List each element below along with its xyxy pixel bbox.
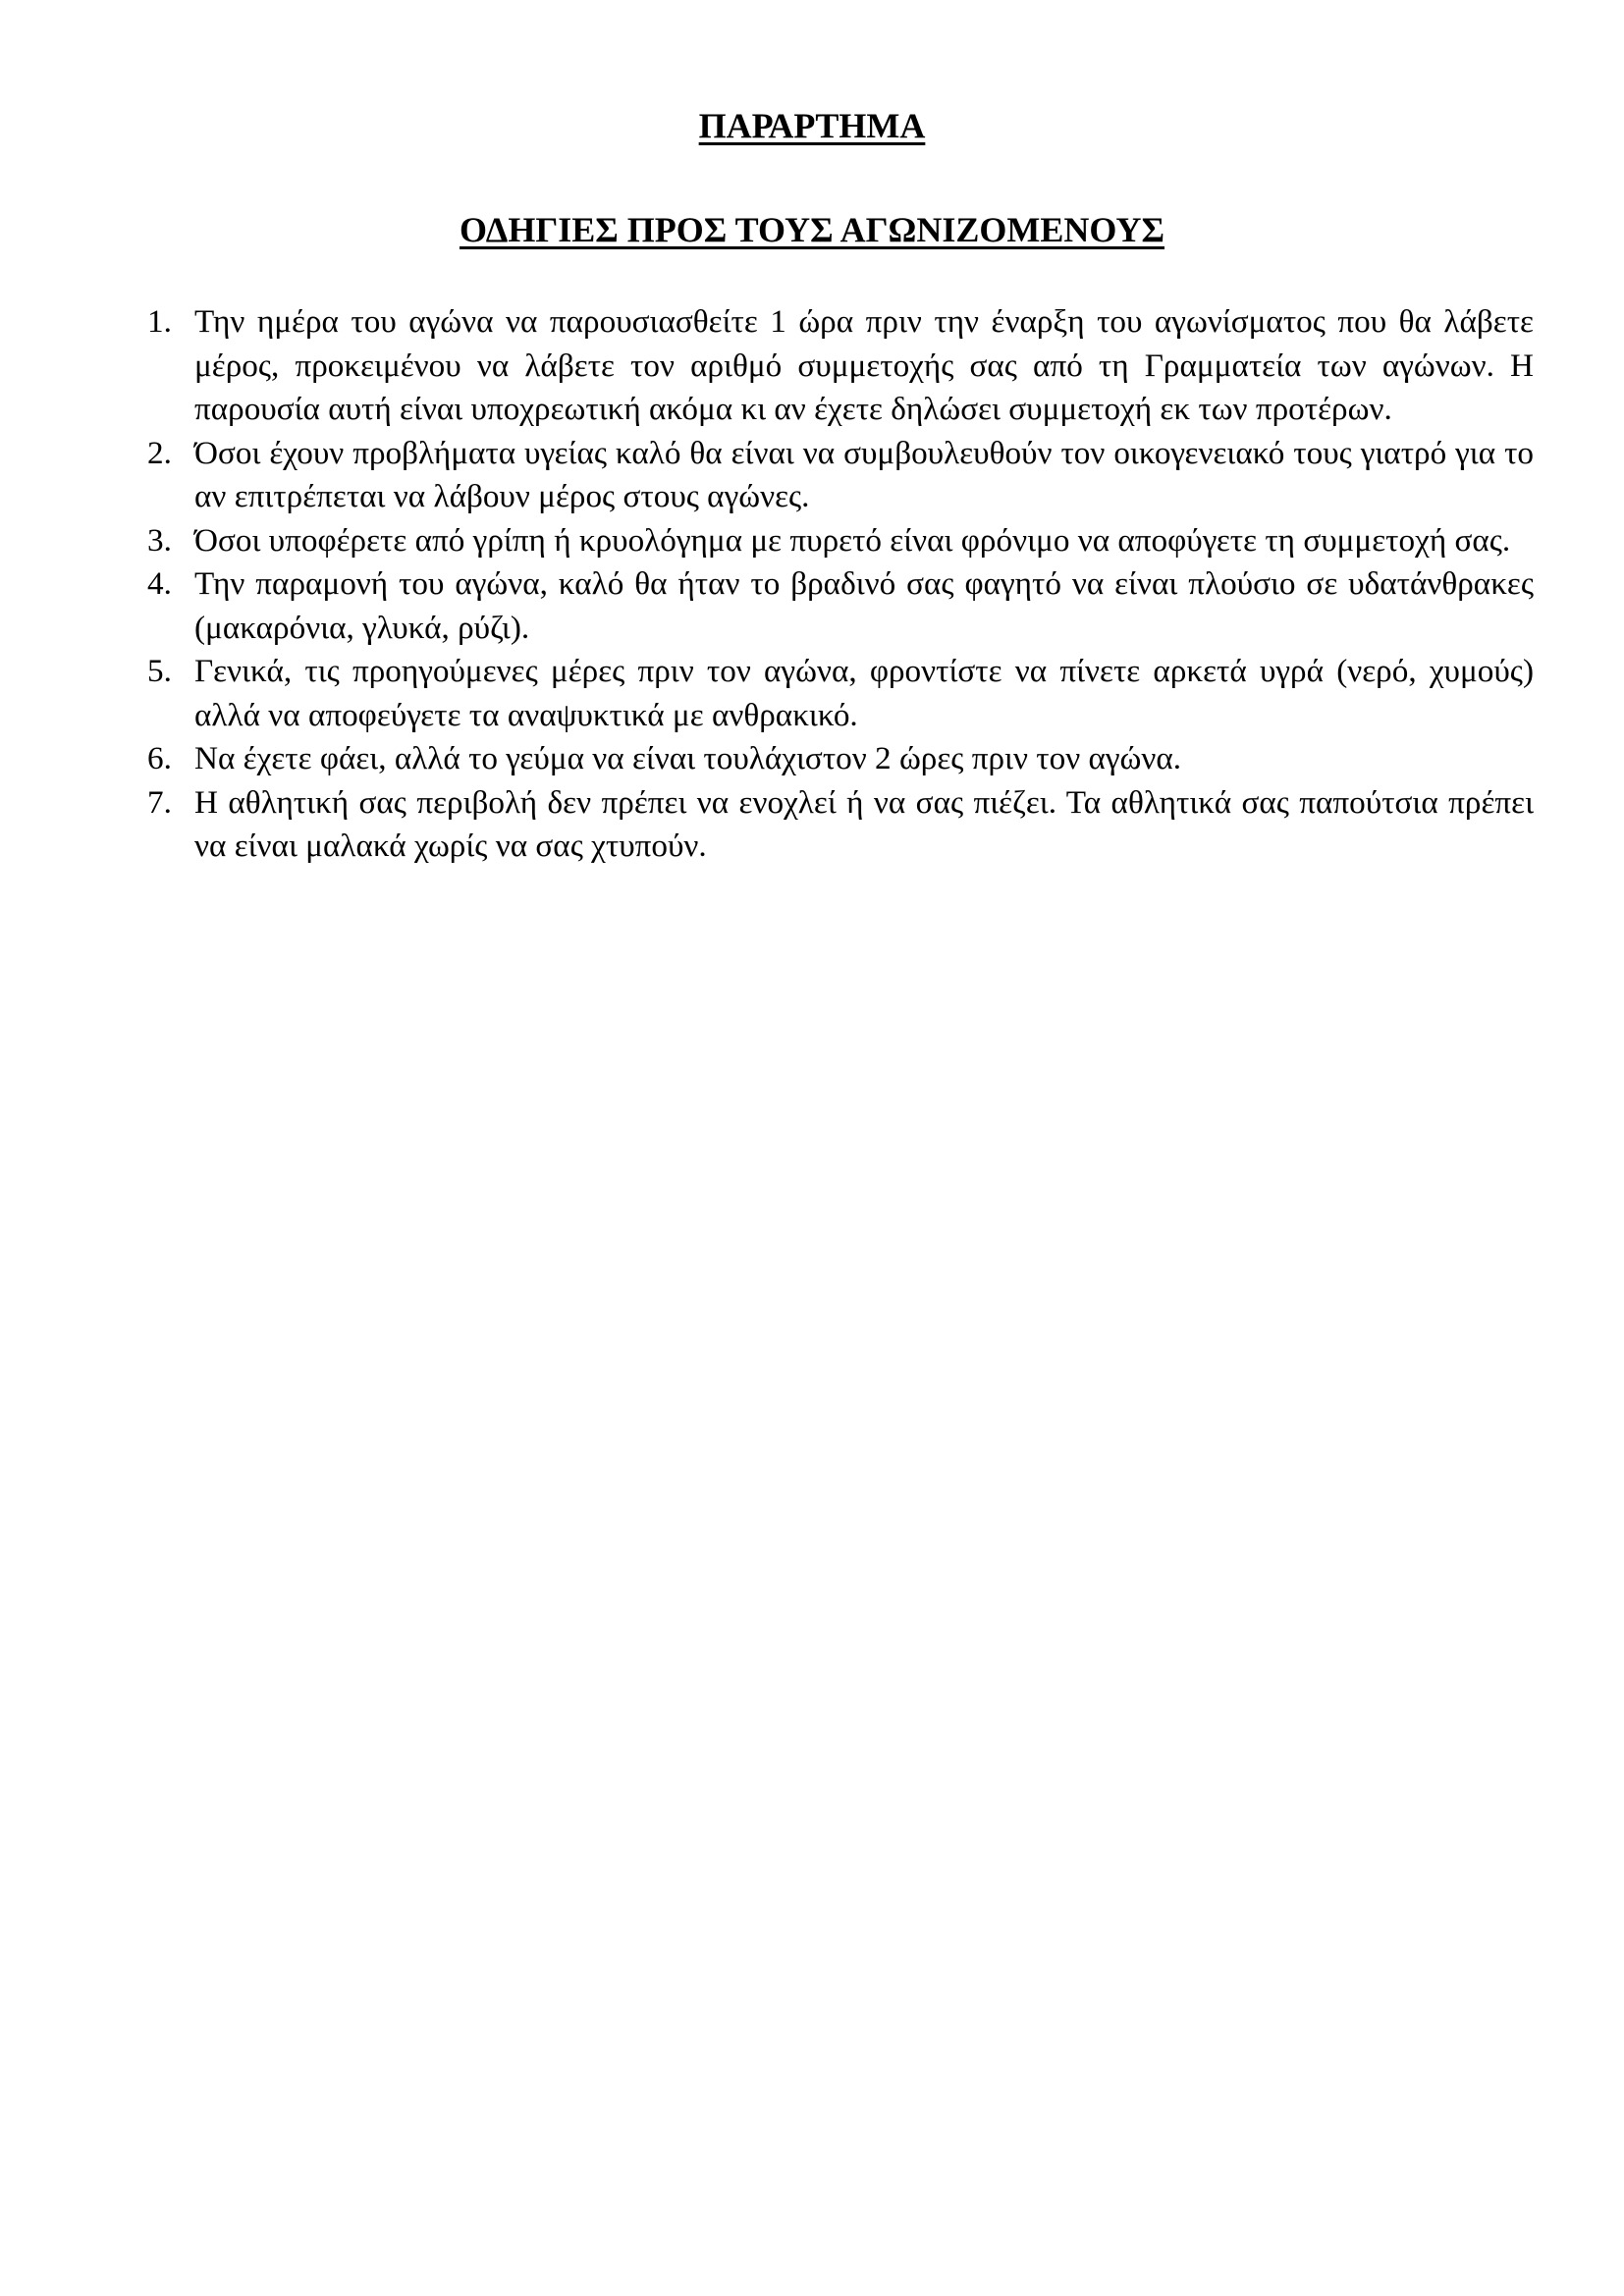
list-item-text: Γενικά, τις προηγούμενες μέρες πριν τον αγώνα, φροντίστε να πίνετε αρκετά υγρά (νερό, χυμούς) αλλά να αποφεύγετε τα αναψυκτικά με ανθρακικό. [194,653,1534,733]
list-item-text: Την ημέρα του αγώνα να παρουσιασθείτε 1 ώρα πριν την έναρξη του αγωνίσματος που θα λάβετε μέρος, προκειμένου να λάβετε τον αριθμό συμμετοχής σας από τη Γραμματεία των αγώνων. Η παρουσία αυτή είναι υποχρεωτική ακόμα κι αν έχετε δηλώσει συμμετοχή εκ των προτέρων. [194,303,1534,427]
list-item-number: 7. [147,783,172,821]
list-item-number: 6. [147,740,172,776]
list-item [147,781,1534,869]
list-item-text: Να έχετε φάει, αλλά το γεύμα να είναι τουλάχιστον 2 ώρες πριν τον αγώνα. [194,740,1182,776]
list-item-text: Όσοι έχουν προβλήματα υγείας καλό θα είναι να συμβουλευθούν τον οικογενειακό τους γιατρό για το αν επιτρέπεται να λάβουν μέρος στους αγώνες. [194,434,1534,514]
list-item [147,300,1534,432]
instructions-list [147,300,1534,869]
document-title: ΠΑΡΑΡΤΗΜΑ [698,106,926,145]
list-item [147,519,1534,563]
list-item-text: Η αθλητική σας περιβολή δεν πρέπει να ενοχλεί ή να σας πιέζει. Τα αθλητικά σας παπούτσια πρέπει να είναι μαλακά χωρίς να σας χτυπούν. [194,783,1534,864]
list-item-number: 1. [147,303,172,340]
list-item [147,737,1534,781]
list-item [147,650,1534,737]
document-subtitle: ΟΔΗΓΙΕΣ ΠΡΟΣ ΤΟΥΣ ΑΓΩΝΙΖΟΜΕΝΟΥΣ [459,210,1164,249]
list-item [147,562,1534,650]
list-item-number: 2. [147,434,172,471]
list-item-number: 4. [147,565,172,602]
list-item-text: Όσοι υποφέρετε από γρίπη ή κρυολόγημα με πυρετό είναι φρόνιμο να αποφύγετε τη συμμετοχή σας. [194,521,1511,559]
list-item-number: 3. [147,521,172,559]
list-item-number: 5. [147,653,172,689]
list-item-text: Την παραμονή του αγώνα, καλό θα ήταν το βραδινό σας φαγητό να είναι πλούσιο σε υδατάνθρακες (μακαρόνια, γλυκά, ρύζι). [194,565,1534,646]
list-item [147,432,1534,519]
